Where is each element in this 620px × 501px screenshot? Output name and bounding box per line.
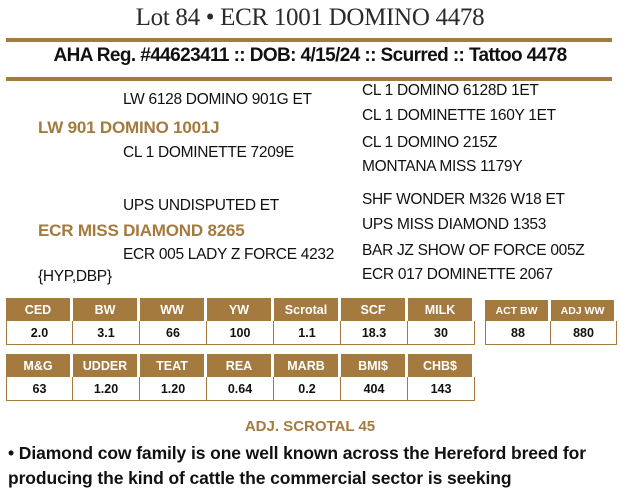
epd-value-row (6, 321, 475, 345)
epd-value-yw: 100 (207, 321, 274, 345)
epd-header-row (6, 354, 475, 377)
registration-line: AHA Reg. #44623411 :: DOB: 4/15/24 :: Scurred :: Tattoo 4478 (53, 45, 567, 66)
epd-value-milk: 30 (408, 321, 475, 345)
epd-header-bmi: BMI$ (341, 354, 408, 377)
epd-header-yw: YW (207, 298, 274, 321)
bottom-rule (6, 77, 612, 81)
sire-dam-dam: MONTANA MISS 1179Y (362, 158, 523, 175)
lot-title: Lot 84 • ECR 1001 DOMINO 4478 (135, 4, 485, 31)
dam: ECR MISS DIAMOND 8265 (38, 221, 245, 240)
epd-value-scf: 18.3 (341, 321, 408, 345)
top-rule (6, 38, 612, 42)
actuals-value-act-bw: 88 (485, 321, 551, 345)
epd-value-mg: 63 (6, 377, 73, 401)
epd-value-ced: 2.0 (6, 321, 73, 345)
actuals-value-row (485, 321, 617, 345)
epd-header-row (6, 298, 475, 321)
epd-value-marb: 0.2 (274, 377, 341, 401)
epd-header-marb: MARB (274, 354, 341, 377)
epd-header-rea: REA (207, 354, 274, 377)
actuals-table (485, 300, 617, 345)
sire-sire: LW 6128 DOMINO 901G ET (123, 91, 312, 108)
epd-value-bmi: 404 (341, 377, 408, 401)
epd-value-row (6, 377, 475, 401)
epd-value-teat: 1.20 (140, 377, 207, 401)
dam-dam-sire: BAR JZ SHOW OF FORCE 005Z (362, 242, 585, 259)
epd-header-mg: M&G (6, 354, 73, 377)
sire-sire-sire: CL 1 DOMINO 6128D 1ET (362, 82, 539, 99)
sire: LW 901 DOMINO 1001J (38, 118, 220, 137)
epd-value-chb: 143 (408, 377, 475, 401)
sire-sire-dam: CL 1 DOMINETTE 160Y 1ET (362, 107, 556, 124)
dam-sire-sire: SHF WONDER M326 W18 ET (362, 191, 565, 208)
dam-dam: ECR 005 LADY Z FORCE 4232 (123, 246, 335, 263)
epd-header-scrotal: Scrotal (274, 298, 341, 321)
epd-value-bw: 3.1 (73, 321, 140, 345)
actuals-header-row (485, 300, 617, 321)
actuals-value-adj-ww: 880 (551, 321, 617, 345)
lot-note: • Diamond cow family is one well known across the Hereford breed for producing the kind of cattle the commercial sector is seeking (8, 443, 586, 488)
genetic-tests: {HYP,DBP} (38, 268, 112, 285)
epd-table-1 (6, 298, 475, 345)
epd-value-rea: 0.64 (207, 377, 274, 401)
epd-header-chb: CHB$ (408, 354, 475, 377)
dam-dam-dam: ECR 017 DOMINETTE 2067 (362, 266, 553, 283)
epd-header-scf: SCF (341, 298, 408, 321)
epd-header-ced: CED (6, 298, 73, 321)
epd-value-udder: 1.20 (73, 377, 140, 401)
dam-sire: UPS UNDISPUTED ET (123, 197, 279, 214)
dam-sire-dam: UPS MISS DIAMOND 1353 (362, 216, 547, 233)
epd-table-2 (6, 354, 475, 401)
sire-dam: CL 1 DOMINETTE 7209E (123, 144, 294, 161)
epd-value-scrotal: 1.1 (274, 321, 341, 345)
epd-value-ww: 66 (140, 321, 207, 345)
actuals-header-act-bw: ACT BW (485, 300, 551, 321)
adj-scrotal: ADJ. SCROTAL 45 (244, 418, 376, 435)
epd-header-ww: WW (140, 298, 207, 321)
epd-header-milk: MILK (408, 298, 475, 321)
epd-header-teat: TEAT (140, 354, 207, 377)
epd-header-udder: UDDER (73, 354, 140, 377)
sire-dam-sire: CL 1 DOMINO 215Z (362, 134, 498, 151)
epd-header-bw: BW (73, 298, 140, 321)
actuals-header-adj-ww: ADJ WW (551, 300, 617, 321)
